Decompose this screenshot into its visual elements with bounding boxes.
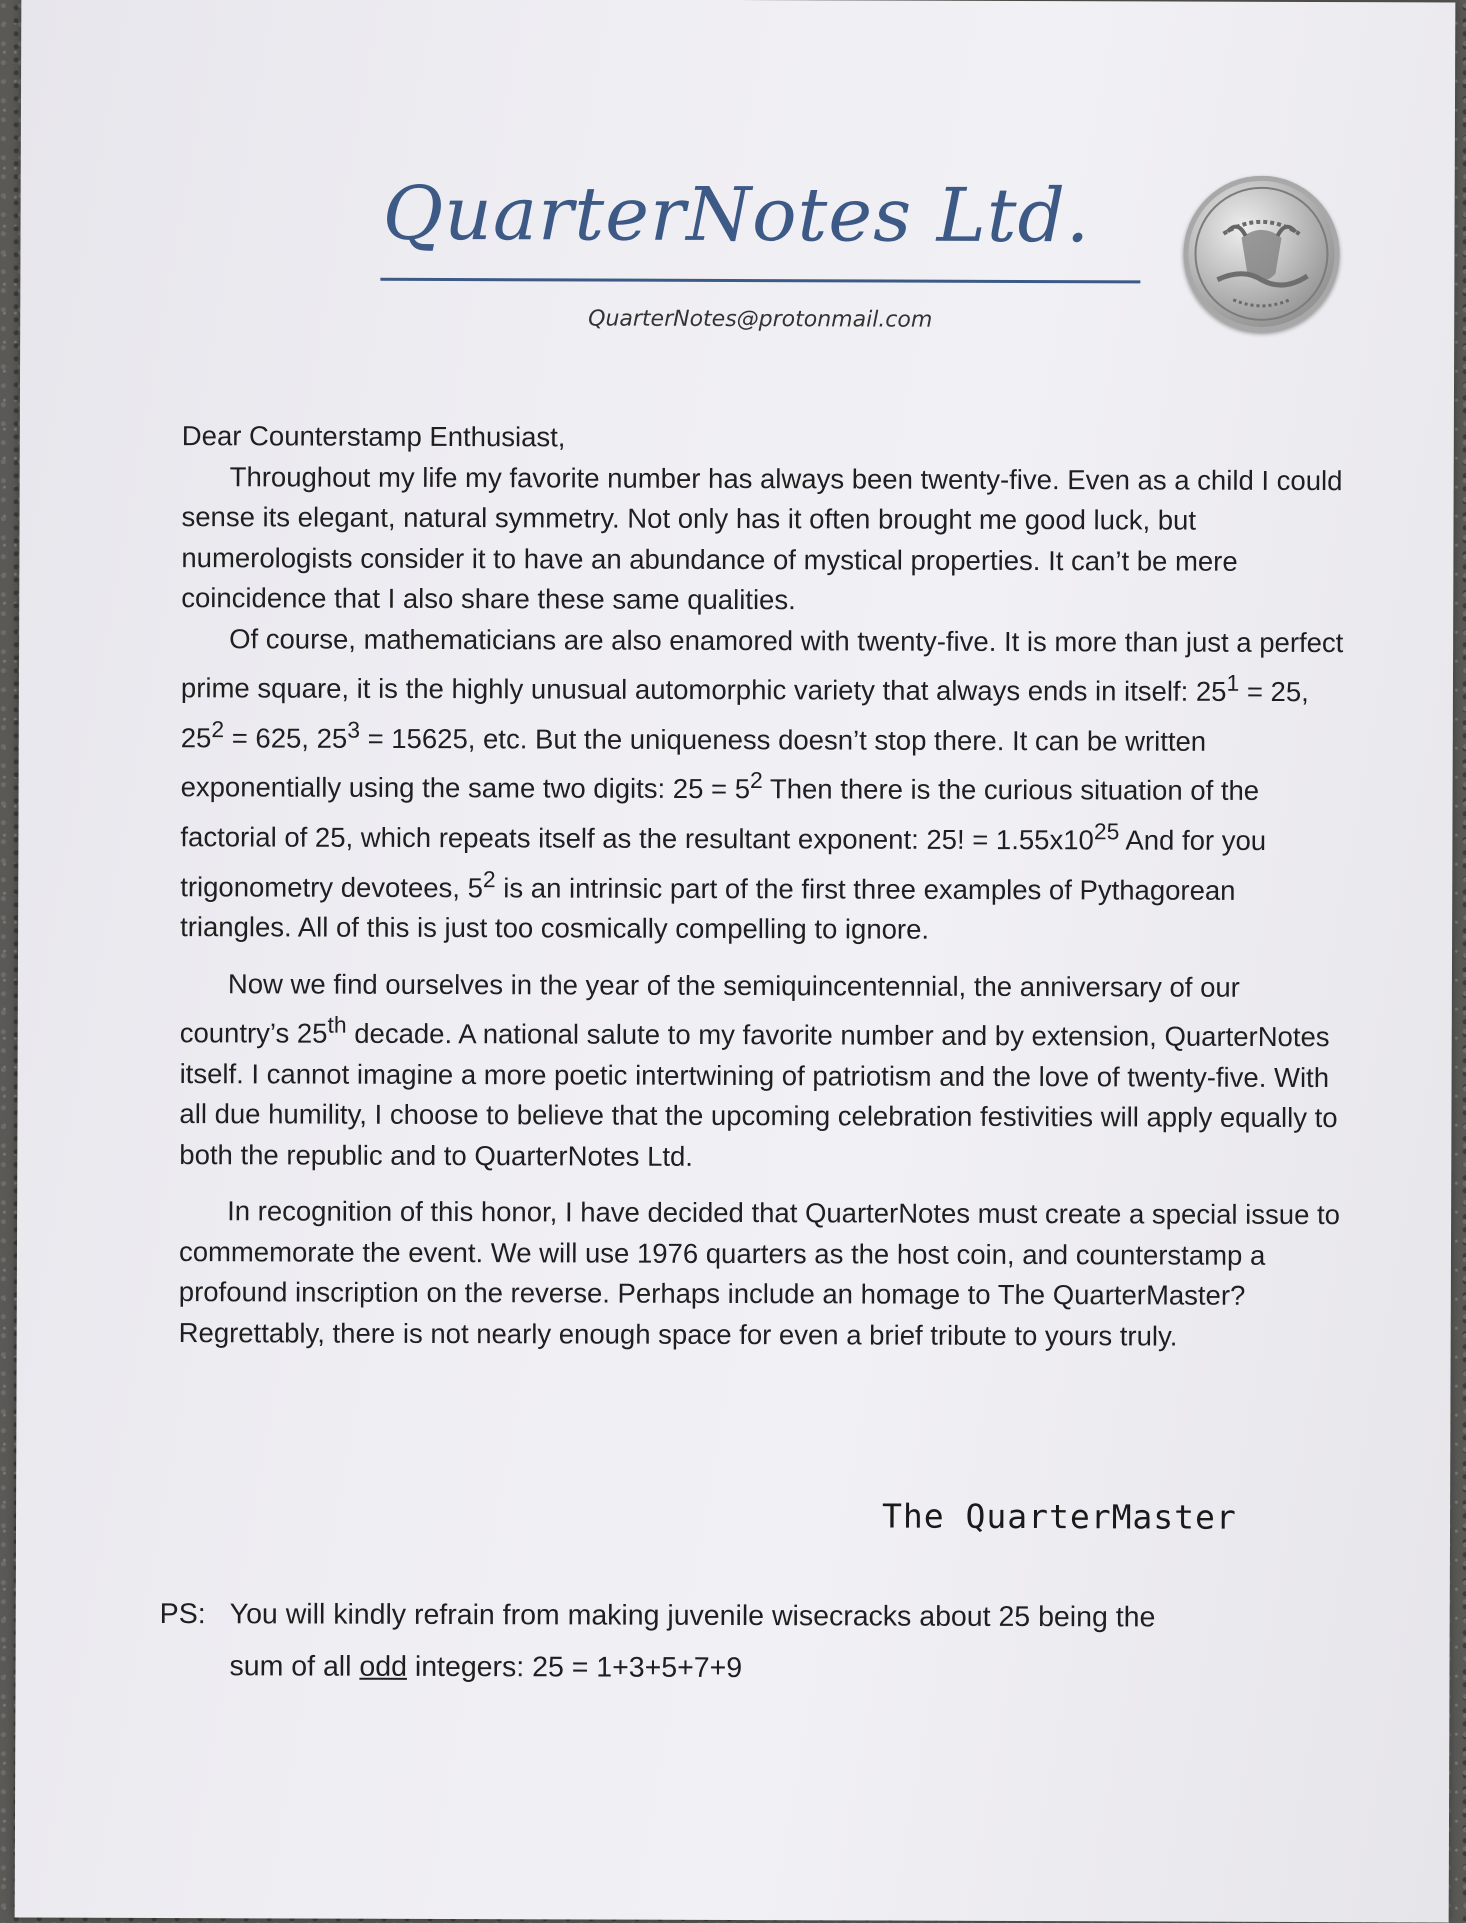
paragraph-3: Now we find ourselves in the year of the semiquincentennial, the anniversary of our country’s 25th decade. A national salute to my favorite number and by extension, QuarterNotes itself. I cannot imagine a more poetic intertwining of patriotism and the love of twenty-five. With all due humility, I choose to believe that the upcoming celebration festivities will apply equally to both the republic and to QuarterNotes Ltd. <box>179 968 1338 1172</box>
montana-state-quarter-icon <box>1183 176 1340 333</box>
postscript-label: PS: <box>159 1597 206 1631</box>
postscript-line-2: sum of all odd integers: 25 = 1+3+5+7+9 <box>229 1650 743 1685</box>
company-logo: QuarterNotes Ltd. <box>382 170 1091 260</box>
letterhead-rule <box>380 278 1140 284</box>
letterhead <box>20 0 1455 363</box>
signature: The QuarterMaster <box>881 1496 1237 1537</box>
letter-page <box>15 0 1456 1922</box>
paragraph-2: Of course, mathematicians are also enamored with twenty-five. It is more than just a perfect prime square, it is the highly unusual automorphic variety that always ends in itself: $25^1 = 25$, $25^2 = 625$, $25^3 = 15625$, etc. But the uniqueness doesn’t stop there. It can be written exponentially using the same two digits: $25 = 5^2$ Then there is the curious situation of the factorial of 25, which repeats itself as the resultant exponent: 25! = $1.55x10^{25}$ And for you trigonometry devotees, $5^2$ is an intrinsic part of the first three examples of Pythagorean triangles. All of this is just too cosmically compelling to ignore. <box>180 622 1344 945</box>
postscript <box>159 1588 1359 1696</box>
paragraph-1: Throughout my life my favorite number has always been twenty-five. Even as a child I could sense its elegant, natural symmetry. Not only has it often brought me good luck, but numerologists consider it to have an abundance of mystical properties. It can’t be mere coincidence that I also share these same qualities. <box>181 460 1343 616</box>
salutation: Dear Counterstamp Enthusiast, <box>181 420 566 453</box>
company-email: QuarterNotes@protonmail.com <box>588 306 933 333</box>
underlined-odd: odd <box>359 1650 408 1683</box>
paragraph-4: In recognition of this honor, I have decided that QuarterNotes must create a special issue to commemorate the event. We will use 1976 quarters as the host coin, and counterstamp a profound inscription on the reverse. Perhaps include an homage to The QuarterMaster? Regrettably, there is not nearly enough space for even a brief tribute to yours truly. <box>178 1195 1341 1352</box>
letter-body <box>179 416 1354 1358</box>
postscript-line-1: PS: You will kindly refrain from making juvenile wisecracks about 25 being the <box>160 1588 1360 1644</box>
